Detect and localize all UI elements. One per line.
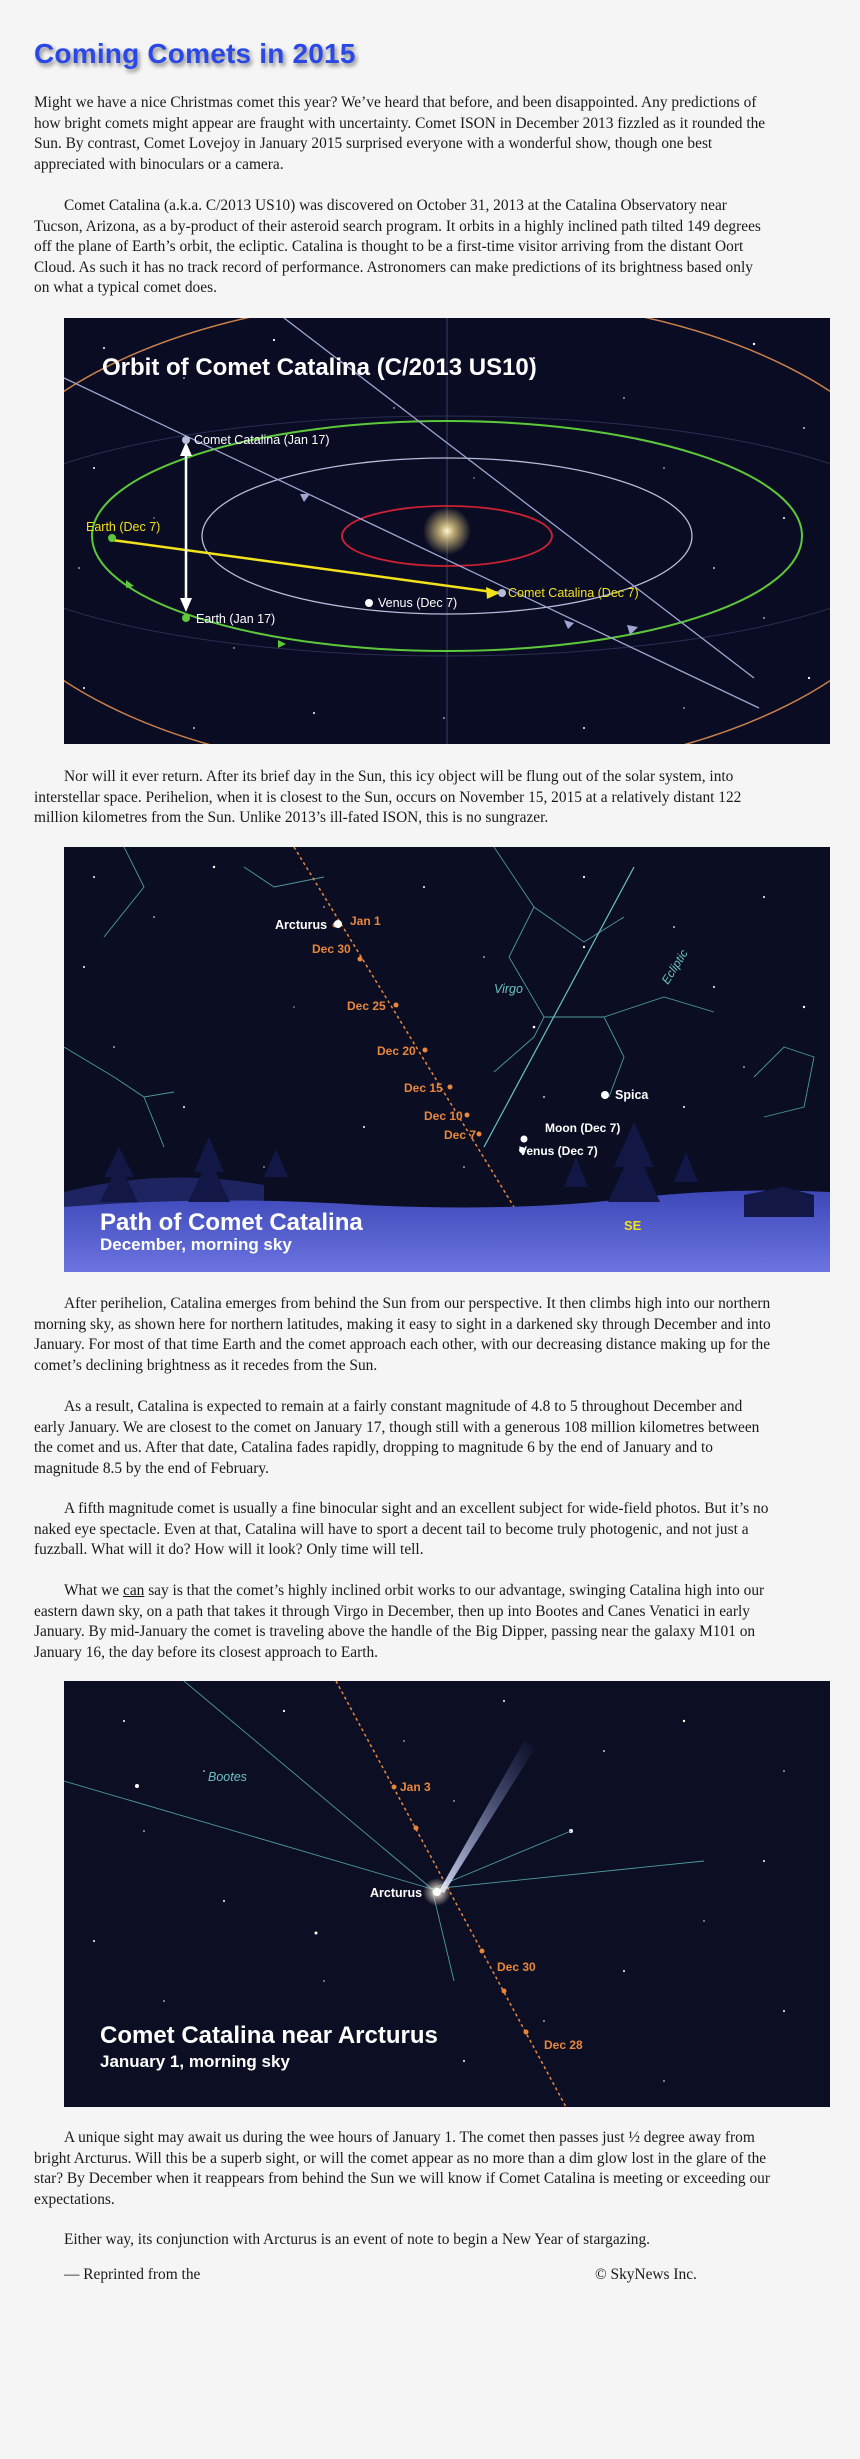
label-comet-jan17: Comet Catalina (Jan 17) [194,433,330,447]
orbit-diagram [64,318,830,744]
earth-dec7-marker [108,534,116,542]
arcturus-sky-chart [64,1681,830,2107]
date-label-jan3: Jan 3 [400,1780,431,1794]
label-virgo: Virgo [494,982,523,996]
path-sky-chart [64,847,830,1272]
paragraph-7-end: say is that the comet’s highly inclined orbit works to our advantage, swinging Catalina high into our eastern dawn sky, on a path that takes it through Virgo in December, then up into Bootes and Canes Venatici in early January. By mid-January the comet is traveling above the handle of the Big Dipper, passing near the galaxy M101 on January 16, the day before its closest approach to Earth. [34,1582,765,1661]
date-label-dec15: Dec 15 [404,1081,443,1095]
paragraph-4: After perihelion, Catalina emerges from behind the Sun from our perspective. It then climbs high into our northern morning sky, as shown here for northern latitudes, making it easy to sight in a darkened sky through December and into January. For most of that time Earth and the comet approach each other, with our decreasing distance making up for the comet’s declining brightness as it recedes from the Sun. [34,1295,771,1374]
comet-dec7-marker [498,589,506,597]
copyright-notice: © SkyNews Inc. [595,2266,697,2283]
paragraph-5: As a result, Catalina is expected to remain at a fairly constant magnitude of 4.8 to 5 throughout December and early January. We are closest to the comet on January 17, though still with a generous 108 million kilometres between the comet and us. After that date, Catalina fades rapidly, dropping to magnitude 6 by the end of January and to magnitude 8.5 by the end of February. [34,1398,760,1477]
date-label-dec20: Dec 20 [377,1044,416,1058]
reprint-credit: — Reprinted from the [64,2266,201,2283]
earth-jan17-marker [182,614,190,622]
figure1-title: Orbit of Comet Catalina (C/2013 US10) [102,354,537,381]
paragraph-3: Nor will it ever return. After its brief day in the Sun, this icy object will be flung out of the solar system, into interstellar space. Perihelion, when it is closest to the Sun, occurs on November 15, 2015 at a relatively distant 122 million kilometres from the Sun. Unlike 2013’s ill-fated ISON, this is no sungrazer. [34,768,742,826]
label-comet-dec7: Comet Catalina (Dec 7) [508,586,639,600]
label-earth-dec7: Earth (Dec 7) [86,520,161,534]
paragraph-1: Might we have a nice Christmas comet this year? We’ve heard that before, and been disappointed. Any predictions of how bright comets might appear are fraught with uncertainty. Comet ISON in December 2013 fizzled as it rounded the Sun. By contrast, Comet Lovejoy in January 2015 surprised everyone with a wonderful show, though one best appreciated with binoculars or a camera. [34,94,766,173]
date-label-jan1: Jan 1 [350,914,381,928]
sun [423,507,471,555]
orbit-figure [64,318,830,744]
date-label-dec28: Dec 28 [544,2038,583,2052]
label-venus-dec7: Venus (Dec 7) [378,596,458,610]
page-title: Coming Comets in 2015 [34,38,356,69]
moon-marker [521,1136,528,1143]
date-label-dec10: Dec 10 [424,1109,463,1123]
arcturus-star [334,920,342,928]
spica-star [601,1091,609,1099]
figure2-subtitle: December, morning sky [100,1235,292,1254]
label-ecliptic: Ecliptic [658,946,691,987]
label-moon: Moon (Dec 7) [545,1121,621,1135]
figure3-subtitle: January 1, morning sky [100,2052,290,2071]
paragraph-2: Comet Catalina (a.k.a. C/2013 US10) was discovered on October 31, 2013 at the Catalina Observatory near Tucson, Arizona, as a by-product of their asteroid search program. It orbits in a highly inclined path tilted 149 degrees off the plane of Earth’s orbit, the ecliptic. Catalina is thought to be a first-time visitor arriving from the distant Oort Cloud. As such it has no track record of performance. Astronomers can make predictions of its brightness based only on what a typical comet does. [34,197,761,296]
venus-dec7-marker [365,599,373,607]
arcturus-figure [64,1681,830,2107]
label-earth-jan17: Earth (Jan 17) [196,612,276,626]
date-label-dec25: Dec 25 [347,999,386,1013]
paragraph-7 [34,1581,772,1663]
figure2-title: Path of Comet Catalina [100,1209,363,1236]
label-arcturus: Arcturus [370,1886,423,1900]
comet-jan17-marker [182,436,190,444]
paragraph-9: Either way, its conjunction with Arcturus is an event of note to begin a New Year of stargazing. [64,2231,650,2248]
label-venus: Venus (Dec 7) [519,1144,598,1158]
paragraph-7-emphasis: can [122,1582,145,1599]
paragraph-7-start: What we [64,1582,123,1599]
date-label-dec30: Dec 30 [497,1960,536,1974]
paragraph-6: A fifth magnitude comet is usually a fine binocular sight and an excellent subject for wide-field photos. But it’s no naked eye spectacle. Even at that, Catalina will have to sport a decent tail to become truly photogenic, and not just a fuzzball. What will it do? How will it look? Only time will tell. [34,1500,769,1558]
label-direction-se: SE [624,1218,642,1233]
label-arcturus: Arcturus [275,918,328,932]
label-bootes: Bootes [208,1770,247,1784]
date-label-dec7: Dec 7 [444,1128,477,1142]
figure3-title: Comet Catalina near Arcturus [100,2022,438,2049]
label-spica: Spica [615,1088,649,1102]
paragraph-8: A unique sight may await us during the wee hours of January 1. The comet then passes just ½ degree away from bright Arcturus. Will this be a superb sight, or will the comet appear as no more than a dim glow lost in the glare of the star? By December when it reappears from behind the Sun we will know if Comet Catalina is meeting or exceeding our expectations. [34,2129,770,2208]
path-figure [64,847,830,1272]
date-label-dec30: Dec 30 [312,942,351,956]
